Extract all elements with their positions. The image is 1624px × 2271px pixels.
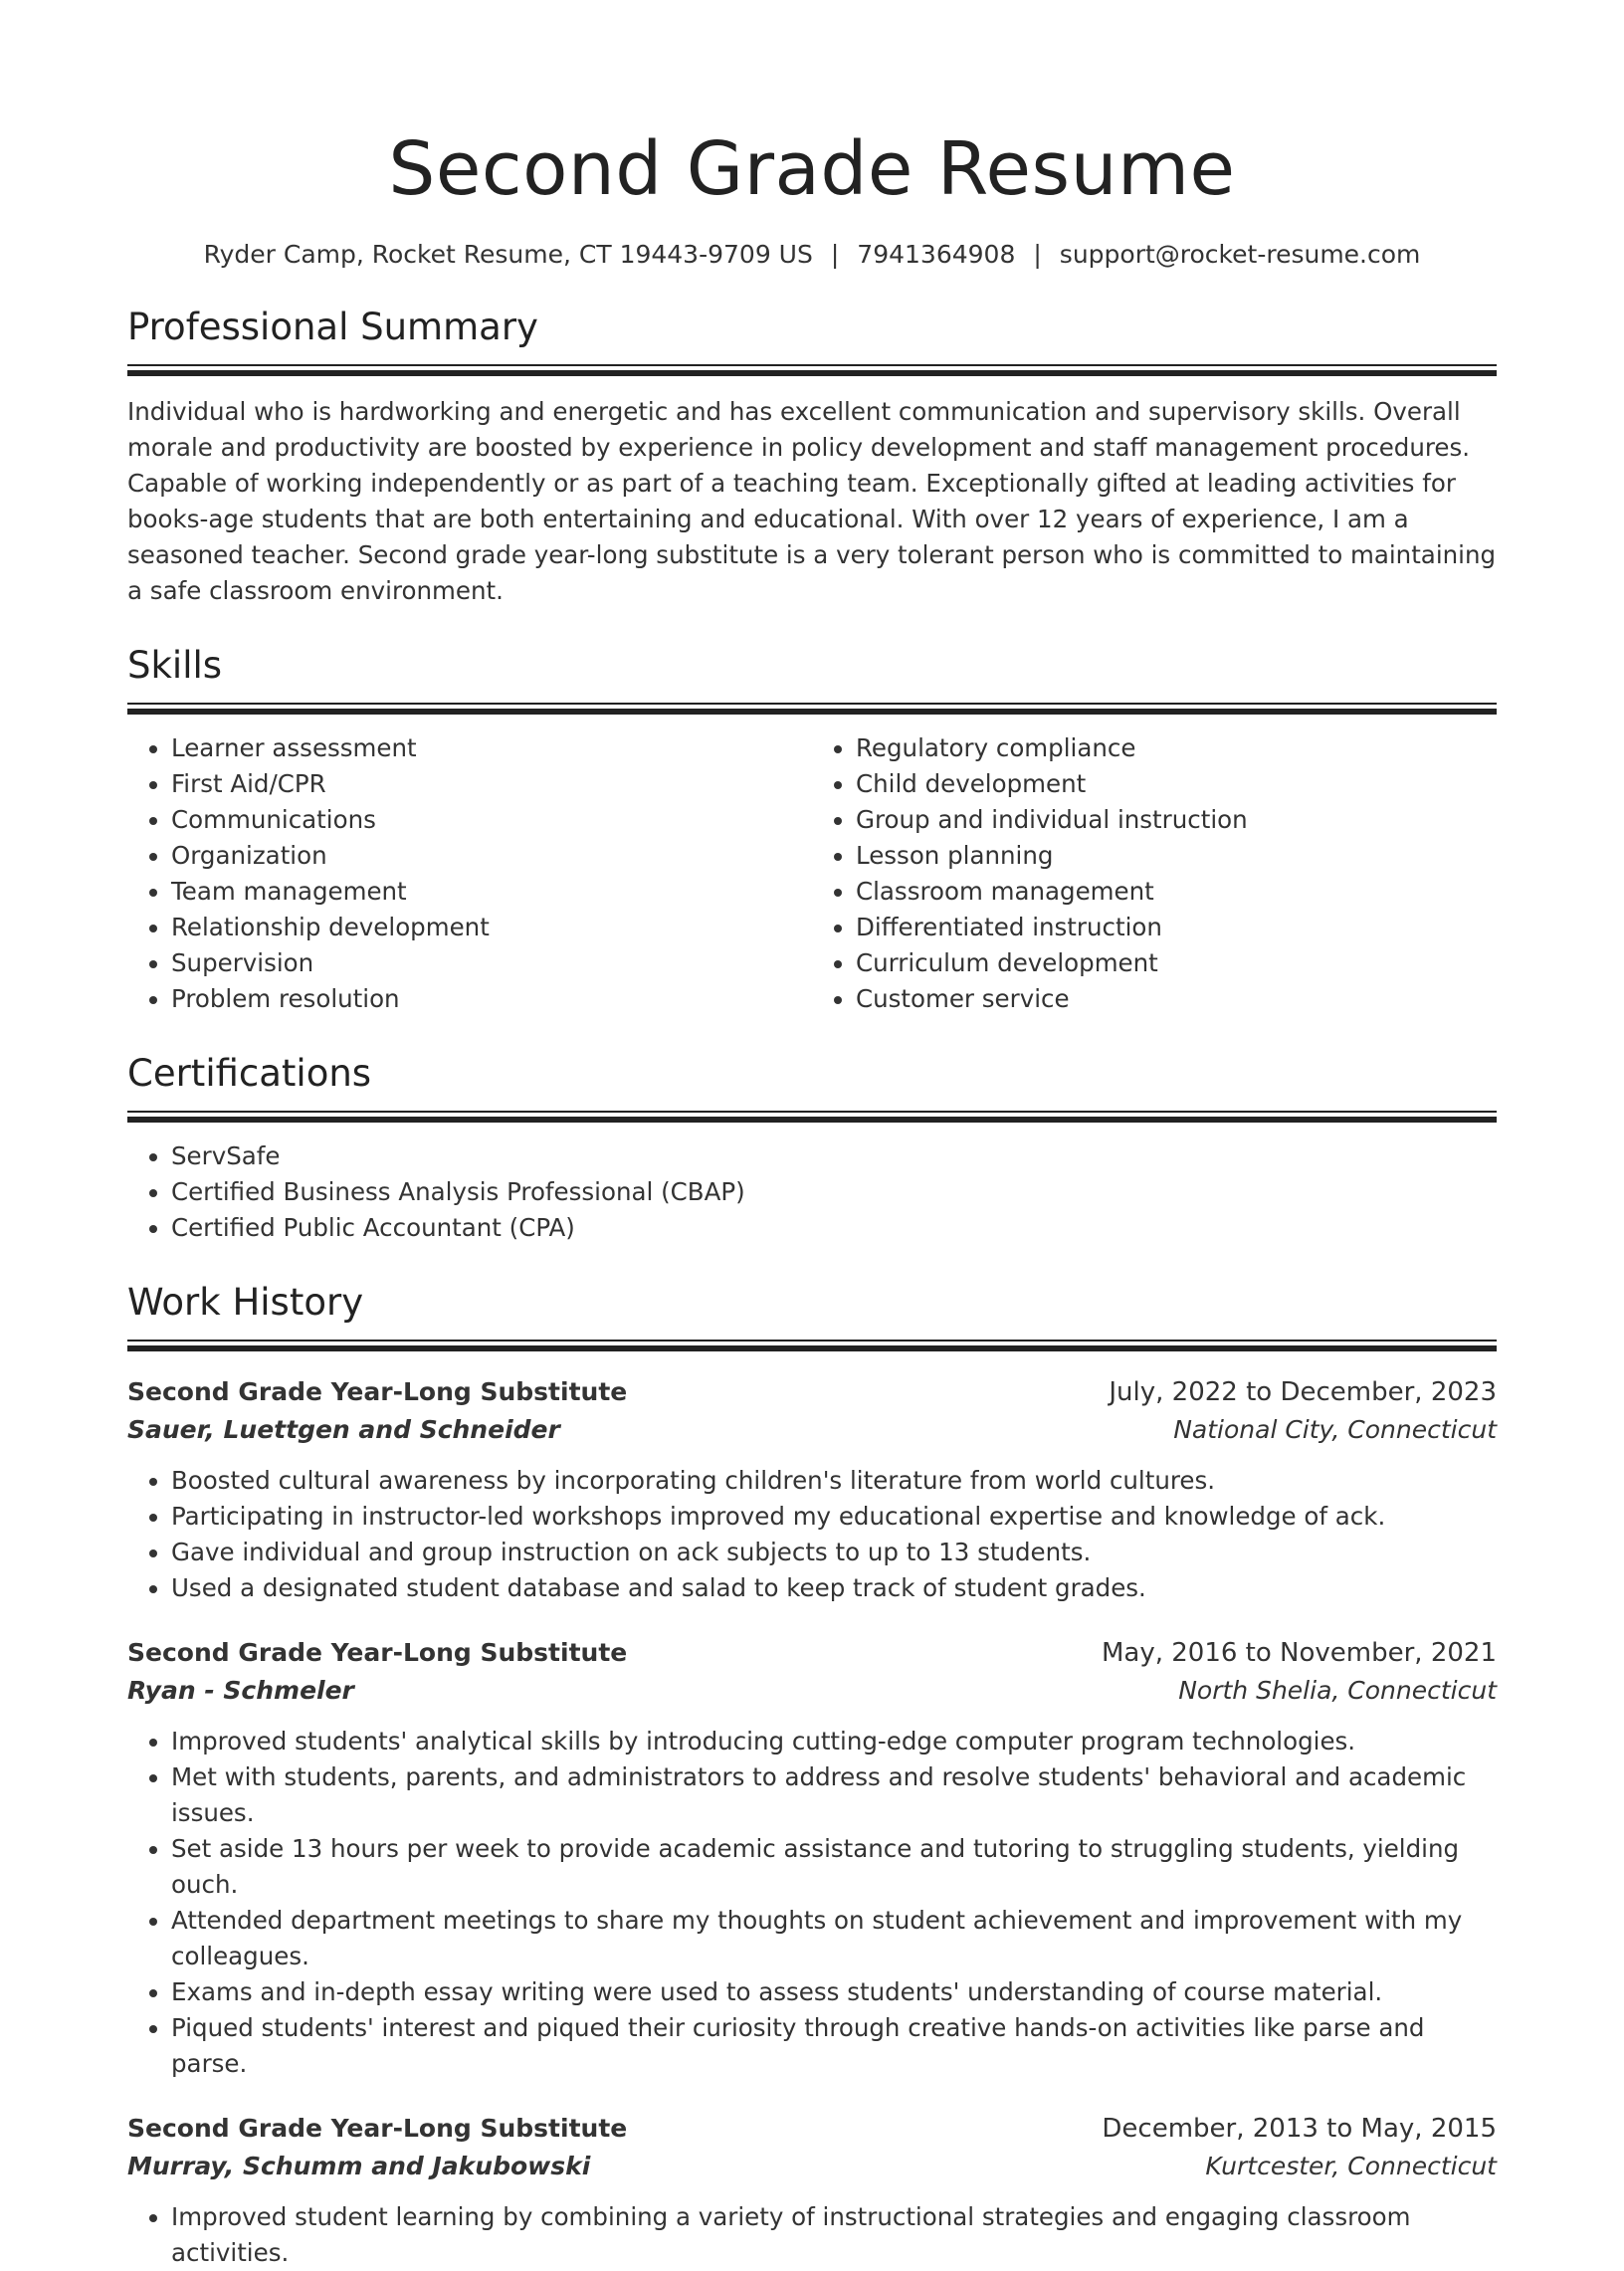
- job-location: Kurtcester, Connecticut: [1205, 2152, 1497, 2180]
- skill-item: • Problem resolution: [171, 981, 812, 1017]
- job-company: Ryan - Schmeler: [127, 1676, 354, 1705]
- job-entry: [127, 1634, 1497, 2082]
- job-company: Sauer, Luettgen and Schneider: [127, 1415, 560, 1444]
- skills-columns: [127, 730, 1497, 1017]
- job-bullets: [127, 1463, 1497, 1606]
- job-bullet: • Met with students, parents, and administrators to address and resolve students' behavioral and academic issues.: [171, 1759, 1497, 1831]
- job-bullet: • Gave individual and group instruction on ack subjects to up to 13 students.: [171, 1535, 1497, 1570]
- skill-item: • Supervision: [171, 945, 812, 981]
- skills-column-right: [812, 730, 1497, 1017]
- job-header-row: [127, 1373, 1497, 1411]
- section-divider: [127, 364, 1497, 376]
- skill-item: • Communications: [171, 802, 812, 838]
- job-entry: [127, 1373, 1497, 1606]
- skill-item: • Group and individual instruction: [856, 802, 1497, 838]
- skill-item: • Curriculum development: [856, 945, 1497, 981]
- skill-item: • Child development: [856, 766, 1497, 802]
- job-subheader-row: [127, 1672, 1497, 1710]
- resume-title: Second Grade Resume: [388, 126, 1236, 212]
- certification-item: • ServSafe: [171, 1138, 1497, 1174]
- job-subheader-row: [127, 1411, 1497, 1449]
- skill-item: • Customer service: [856, 981, 1497, 1017]
- contact-separator: |: [1033, 240, 1042, 269]
- section-title: Professional Summary: [127, 306, 538, 348]
- job-entry: [127, 2110, 1497, 2271]
- contact-email: support@rocket-resume.com: [1059, 240, 1421, 269]
- job-bullet: • Participating in instructor-led workshops improved my educational expertise and knowledge of ack.: [171, 1499, 1497, 1535]
- section-divider: [127, 1340, 1497, 1351]
- skill-item: • Differentiated instruction: [856, 910, 1497, 945]
- skill-item: • Learner assessment: [171, 730, 812, 766]
- job-header-row: [127, 1634, 1497, 1672]
- job-dates: May, 2016 to November, 2021: [1101, 1638, 1497, 1668]
- contact-address: Ryder Camp, Rocket Resume, CT 19443-9709 US: [203, 240, 813, 269]
- job-title: Second Grade Year-Long Substitute: [127, 1638, 628, 1667]
- job-bullet: • Improved students' analytical skills by introducing cutting-edge computer program technologies.: [171, 1724, 1497, 1759]
- section-title: Work History: [127, 1281, 364, 1324]
- skill-item: • Regulatory compliance: [856, 730, 1497, 766]
- skill-item: • Organization: [171, 838, 812, 874]
- job-bullet: • Used a designated student database and salad to keep track of student grades.: [171, 1570, 1497, 1606]
- job-bullets: [127, 1724, 1497, 2082]
- job-header-row: [127, 2110, 1497, 2148]
- section-certifications: [127, 1051, 1497, 1246]
- job-location: North Shelia, Connecticut: [1178, 1676, 1497, 1705]
- skill-item: • Lesson planning: [856, 838, 1497, 874]
- skill-item: • Classroom management: [856, 874, 1497, 910]
- job-bullet: • Attended department meetings to share my thoughts on student achievement and improvement with my colleagues.: [171, 1903, 1497, 1974]
- summary-text: Individual who is hardworking and energetic and has excellent communication and supervisory skills. Overall morale and productivity are boosted by experience in policy development and staff management procedures. Capable of working independently or as part of a teaching team. Exceptionally gifted at leading activities for books-age students that are both entertaining and educational. With over 12 years of experience, I am a seasoned teacher. Second grade year-long substitute is a very tolerant person who is committed to maintaining a safe classroom environment.: [127, 397, 1497, 605]
- job-bullet: • Piqued students' interest and piqued their curiosity through creative hands-on activities like parse and parse.: [171, 2010, 1497, 2082]
- section-skills: [127, 643, 1497, 1017]
- certification-item: • Certified Business Analysis Professional (CBAP): [171, 1174, 1497, 1210]
- job-company: Murray, Schumm and Jakubowski: [127, 2152, 591, 2180]
- contact-line: [127, 239, 1497, 271]
- job-location: National City, Connecticut: [1173, 1415, 1497, 1444]
- section-title: Skills: [127, 644, 223, 687]
- job-bullet: • Set aside 13 hours per week to provide academic assistance and tutoring to struggling students, yielding ouch.: [171, 1831, 1497, 1903]
- contact-separator: |: [830, 240, 840, 269]
- job-subheader-row: [127, 2148, 1497, 2185]
- section-work-history: [127, 1280, 1497, 2271]
- skill-item: • Team management: [171, 874, 812, 910]
- job-dates: July, 2022 to December, 2023: [1109, 1377, 1497, 1407]
- certification-item: • Certified Public Accountant (CPA): [171, 1210, 1497, 1246]
- contact-phone: 7941364908: [857, 240, 1016, 269]
- skills-column-left: [127, 730, 812, 1017]
- job-dates: December, 2013 to May, 2015: [1102, 2114, 1497, 2144]
- section-title: Certifications: [127, 1052, 372, 1095]
- section-divider: [127, 1111, 1497, 1123]
- certifications-list: [127, 1138, 1497, 1246]
- job-bullet: • Boosted cultural awareness by incorporating children's literature from world cultures.: [171, 1463, 1497, 1499]
- skill-item: • First Aid/CPR: [171, 766, 812, 802]
- section-divider: [127, 703, 1497, 715]
- job-title: Second Grade Year-Long Substitute: [127, 2114, 628, 2143]
- job-bullet: • Exams and in-depth essay writing were used to assess students' understanding of course material.: [171, 1974, 1497, 2010]
- job-bullet: • Improved student learning by combining a variety of instructional strategies and engaging classroom activities.: [171, 2199, 1497, 2271]
- job-bullets: [127, 2199, 1497, 2271]
- section-professional-summary: [127, 305, 1497, 609]
- job-title: Second Grade Year-Long Substitute: [127, 1377, 628, 1406]
- skill-item: • Relationship development: [171, 910, 812, 945]
